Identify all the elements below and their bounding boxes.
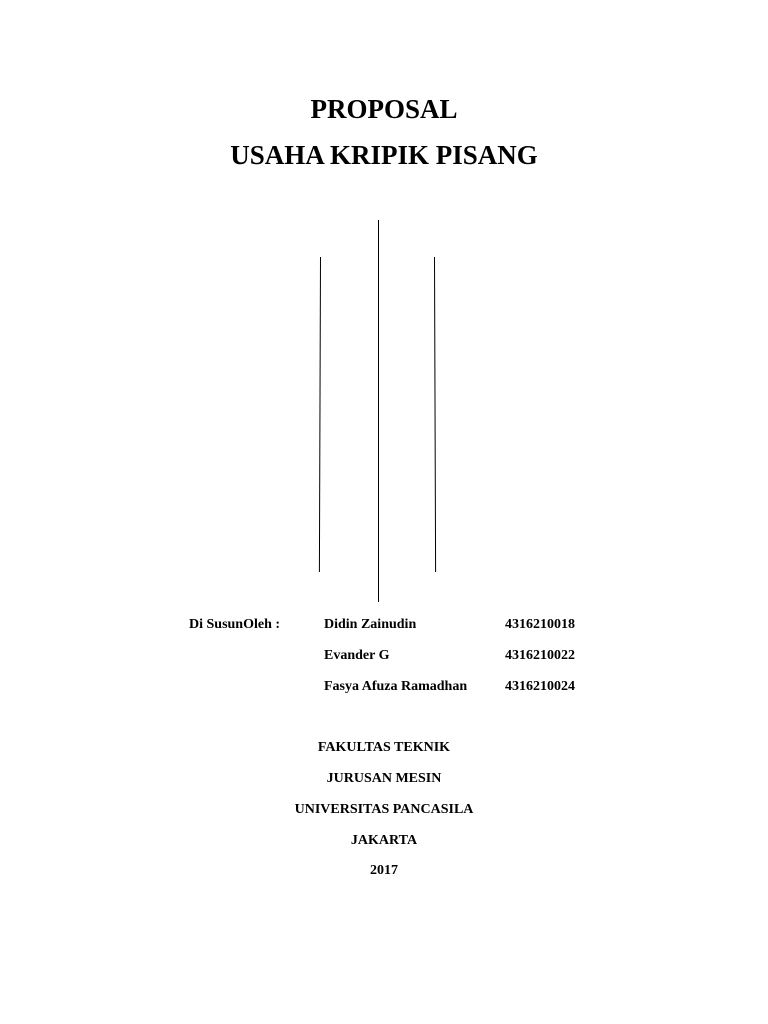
author-name: Evander G	[324, 648, 390, 663]
document-subtitle: USAHA KRIPIK PISANG	[230, 140, 538, 170]
author-id: 4316210018	[505, 617, 575, 632]
author-id: 4316210022	[505, 648, 575, 663]
department-name: JURUSAN MESIN	[326, 771, 442, 786]
author-name: Didin Zainudin	[324, 617, 417, 632]
university-name: UNIVERSITAS PANCASILA	[294, 802, 474, 817]
decorative-line-left	[319, 257, 321, 572]
city-name: JAKARTA	[350, 833, 418, 848]
author-id: 4316210024	[505, 679, 575, 694]
year: 2017	[370, 863, 398, 878]
faculty-name: FAKULTAS TEKNIK	[317, 740, 451, 755]
document-title: PROPOSAL	[310, 94, 458, 124]
decorative-line-right	[434, 257, 436, 572]
authors-label: Di SusunOleh :	[189, 617, 281, 632]
author-name: Fasya Afuza Ramadhan	[324, 679, 468, 694]
decorative-line-center	[378, 220, 379, 602]
